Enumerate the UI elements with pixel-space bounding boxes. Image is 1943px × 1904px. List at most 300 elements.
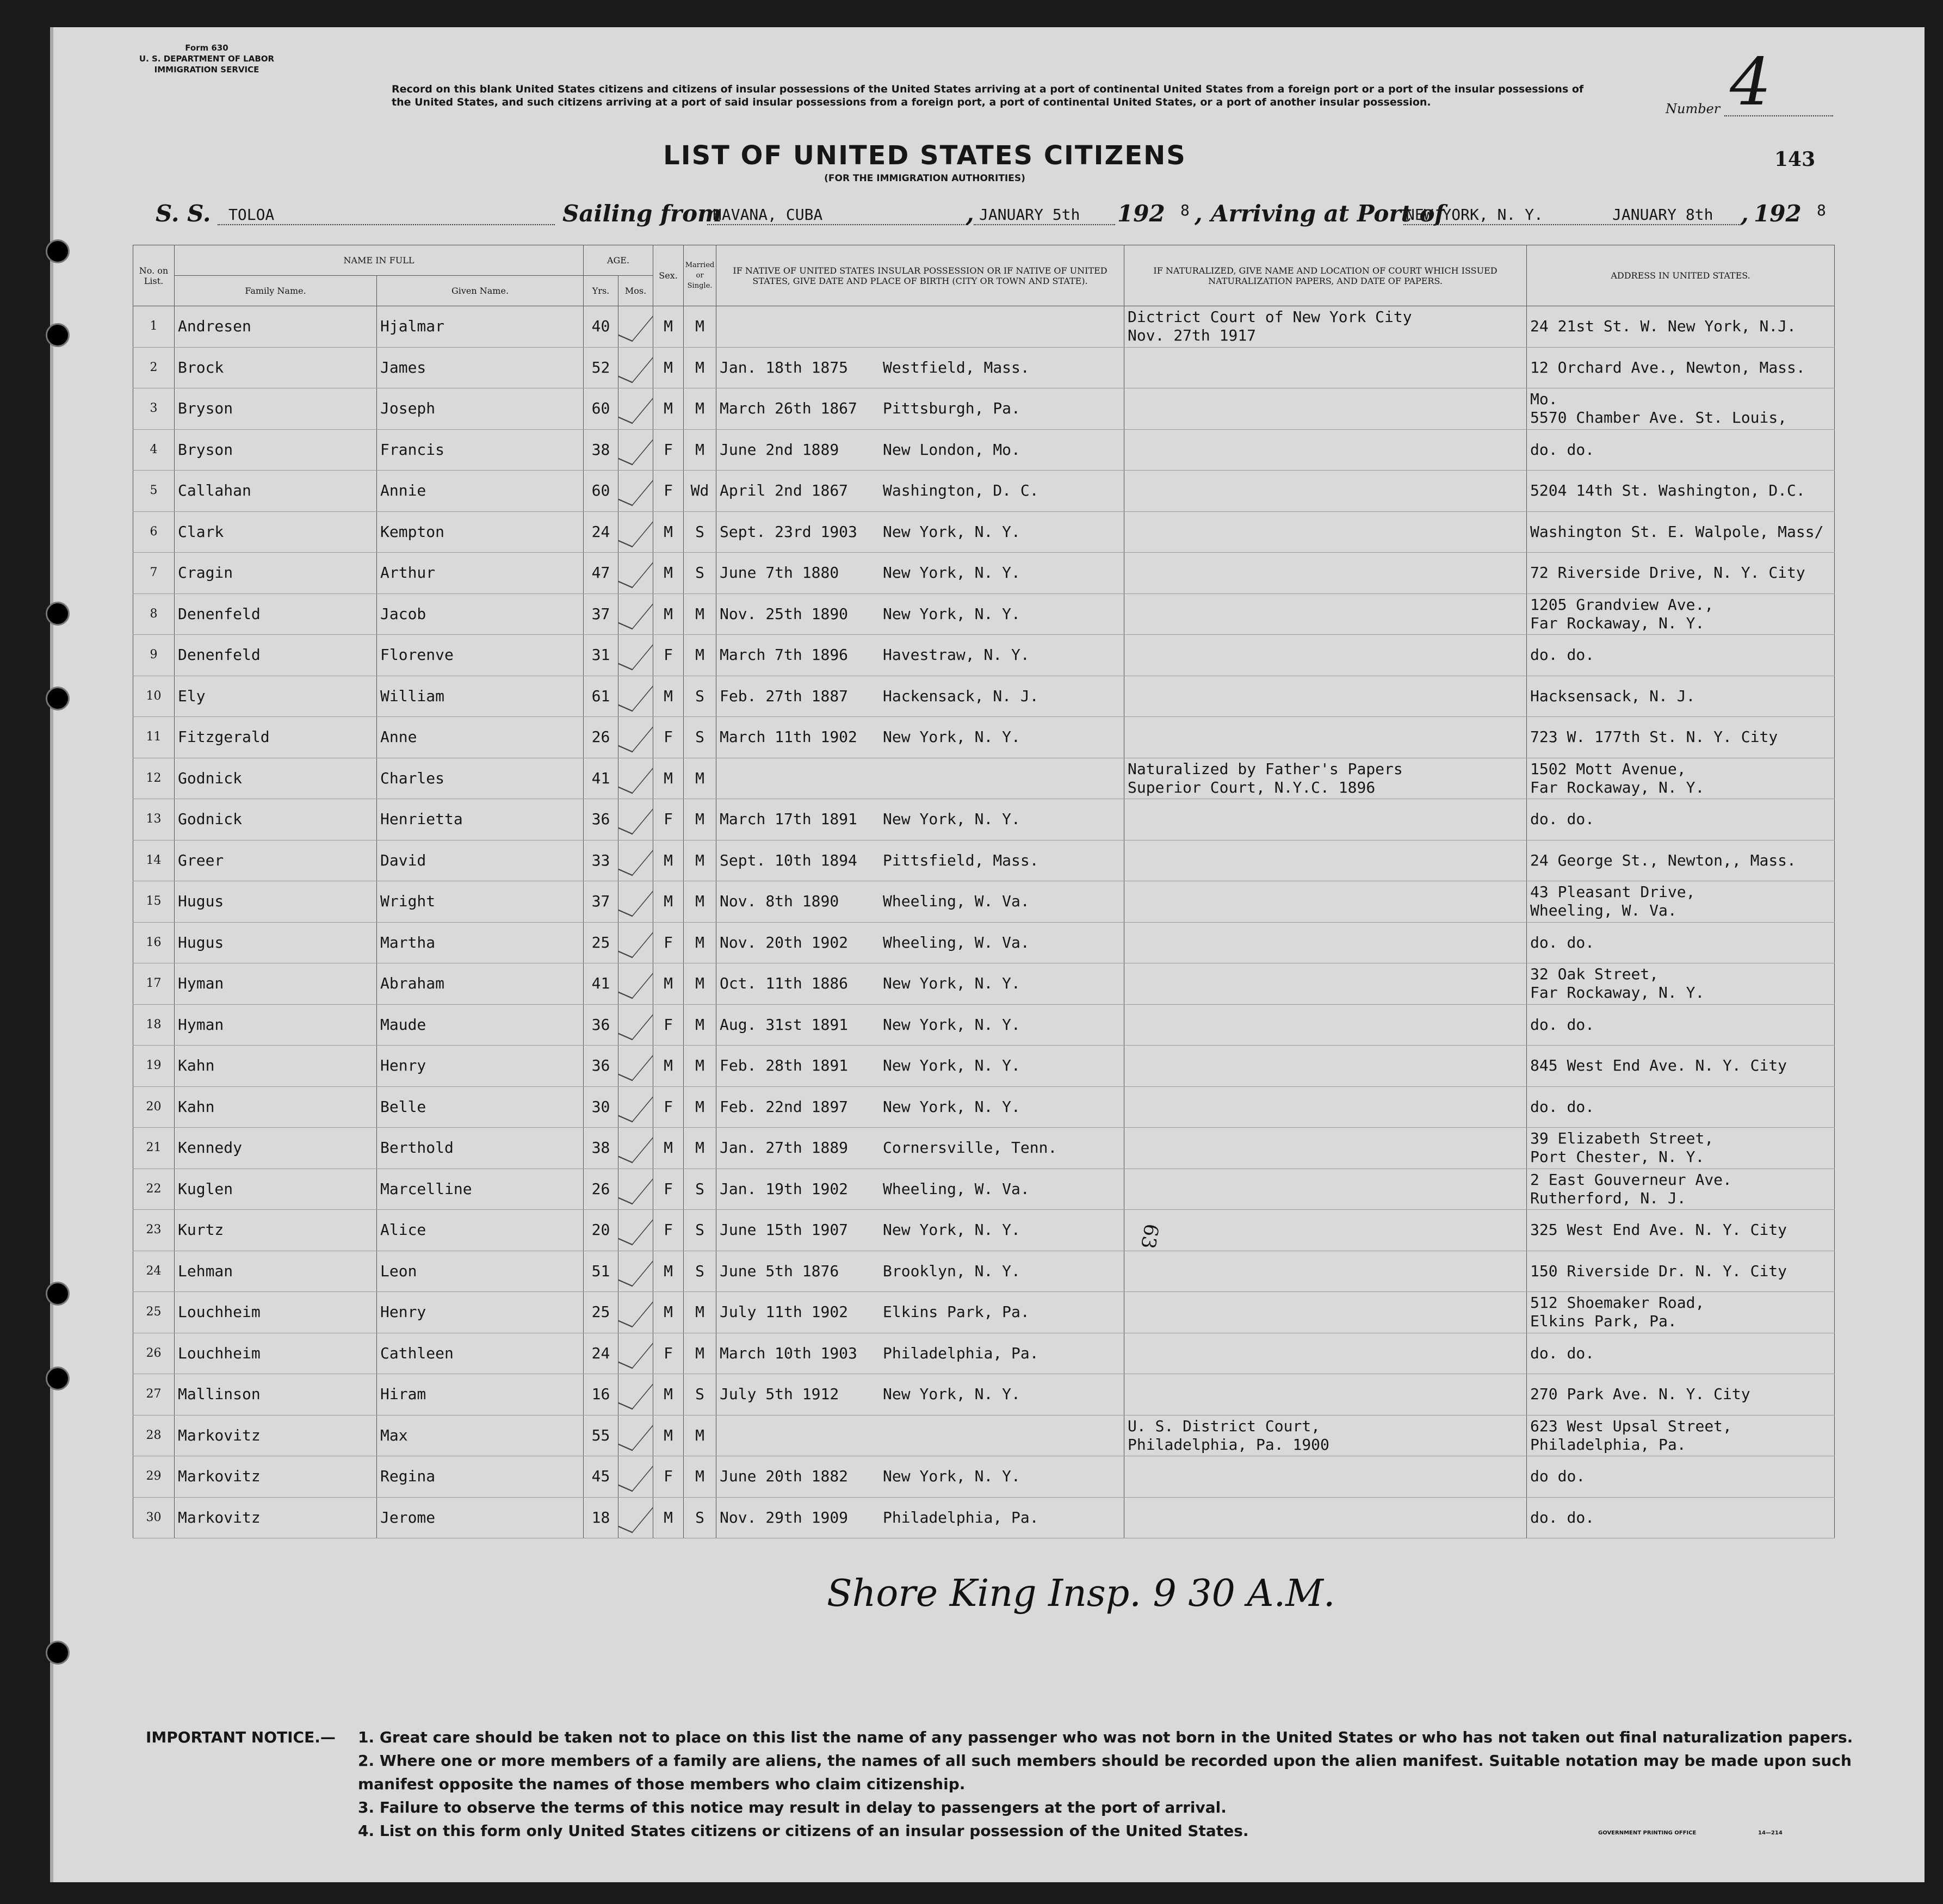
address-line: Philadelphia, Pa. xyxy=(1530,1435,1686,1454)
birth-place: Philadelphia, Pa. xyxy=(883,1344,1039,1362)
marital-status: M xyxy=(684,388,716,430)
sex: F xyxy=(653,635,684,676)
naturalization-info xyxy=(1124,1374,1527,1415)
family-name: Markovitz xyxy=(175,1497,377,1538)
naturalization-info xyxy=(1124,1004,1527,1046)
given-name: Joseph xyxy=(377,388,584,430)
address xyxy=(1527,1169,1835,1210)
family-name: Mallinson xyxy=(175,1374,377,1415)
birth-date: March 11th 1902 xyxy=(720,728,857,746)
row-number: 8 xyxy=(133,594,175,635)
birth-info xyxy=(716,1251,1124,1292)
age-years: 40 xyxy=(584,306,618,348)
row-number: 2 xyxy=(133,347,175,388)
birth-date: April 2nd 1867 xyxy=(720,481,849,500)
table-row xyxy=(133,1374,1835,1415)
family-name: Markovitz xyxy=(175,1456,377,1498)
family-name: Lehman xyxy=(175,1251,377,1292)
age-years: 20 xyxy=(584,1210,618,1251)
family-name: Fitzgerald xyxy=(175,717,377,758)
birth-date: Sept. 10th 1894 xyxy=(720,851,857,869)
family-name: Brock xyxy=(175,347,377,388)
birth-info xyxy=(716,1374,1124,1415)
sex: F xyxy=(653,717,684,758)
age-years: 16 xyxy=(584,1374,618,1415)
family-name: Godnick xyxy=(175,799,377,840)
sex: M xyxy=(653,1128,684,1169)
birth-info xyxy=(716,881,1124,923)
table-row xyxy=(133,553,1835,594)
age-months xyxy=(618,635,653,676)
row-number: 9 xyxy=(133,635,175,676)
ship-name: TOLOA xyxy=(228,206,275,224)
sex: F xyxy=(653,471,684,512)
marital-status: M xyxy=(684,594,716,635)
inspector-signature: Shore King Insp. 9 30 A.M. xyxy=(827,1572,1335,1615)
table-row xyxy=(133,1128,1835,1169)
printer-mark: GOVERNMENT PRINTING OFFICE xyxy=(1598,1830,1697,1836)
age-years: 38 xyxy=(584,1128,618,1169)
birth-date: Jan. 27th 1889 xyxy=(720,1139,849,1157)
age-years: 36 xyxy=(584,1046,618,1087)
age-months xyxy=(618,306,653,348)
naturalization-info xyxy=(1124,511,1527,553)
birth-place: New York, N. Y. xyxy=(883,1056,1020,1075)
sex: M xyxy=(653,347,684,388)
row-number: 5 xyxy=(133,471,175,512)
naturalization-info xyxy=(1124,1415,1527,1456)
birth-date: March 17th 1891 xyxy=(720,810,857,829)
sex: F xyxy=(653,1456,684,1498)
birth-date: March 10th 1903 xyxy=(720,1344,857,1362)
age-years: 36 xyxy=(584,1004,618,1046)
marital-status: M xyxy=(684,1086,716,1128)
col-mos: Mos. xyxy=(618,276,653,306)
given-name: Alice xyxy=(377,1210,584,1251)
row-number: 29 xyxy=(133,1456,175,1498)
age-months xyxy=(618,1128,653,1169)
address-line: Port Chester, N. Y. xyxy=(1530,1148,1705,1166)
sex: M xyxy=(653,963,684,1005)
sex: F xyxy=(653,922,684,963)
page-title: LIST OF UNITED STATES CITIZENS xyxy=(663,140,1186,171)
birth-place: New York, N. Y. xyxy=(883,1015,1020,1034)
table-row xyxy=(133,717,1835,758)
given-name: Maude xyxy=(377,1004,584,1046)
from-port: HAVANA, CUBA xyxy=(713,206,823,224)
page-subtitle: (FOR THE IMMIGRATION AUTHORITIES) xyxy=(824,173,1025,184)
given-name: Jerome xyxy=(377,1497,584,1538)
age-months xyxy=(618,553,653,594)
naturalization-info xyxy=(1124,471,1527,512)
sex: M xyxy=(653,1415,684,1456)
naturalization-info xyxy=(1124,676,1527,717)
age-years: 61 xyxy=(584,676,618,717)
birth-info xyxy=(716,676,1124,717)
family-name: Kennedy xyxy=(175,1128,377,1169)
table-row xyxy=(133,922,1835,963)
age-months xyxy=(618,1046,653,1087)
family-name: Denenfeld xyxy=(175,635,377,676)
table-row xyxy=(133,676,1835,717)
page-number: 143 xyxy=(1774,148,1816,171)
arrive-port-line xyxy=(1403,224,1741,225)
family-name: Godnick xyxy=(175,758,377,799)
address-line: 512 Shoemaker Road, xyxy=(1530,1294,1705,1312)
age-years: 25 xyxy=(584,1292,618,1333)
birth-info xyxy=(716,1497,1124,1538)
naturalization-info xyxy=(1124,306,1527,348)
age-years: 26 xyxy=(584,1169,618,1210)
sex: M xyxy=(653,594,684,635)
birth-place: New York, N. Y. xyxy=(883,1097,1020,1116)
address-line: 623 West Upsal Street, xyxy=(1530,1417,1732,1435)
family-name: Kuglen xyxy=(175,1169,377,1210)
given-name: Cathleen xyxy=(377,1333,584,1374)
family-name: Bryson xyxy=(175,388,377,430)
address xyxy=(1527,881,1835,923)
form-info xyxy=(71,42,343,75)
birth-info xyxy=(716,1128,1124,1169)
given-name: Hiram xyxy=(377,1374,584,1415)
marital-status: S xyxy=(684,1251,716,1292)
row-number: 20 xyxy=(133,1086,175,1128)
table-row xyxy=(133,758,1835,799)
address xyxy=(1527,1497,1835,1538)
address xyxy=(1527,635,1835,676)
family-name: Markovitz xyxy=(175,1415,377,1456)
col-no: No. on List. xyxy=(133,245,175,306)
given-name: Kempton xyxy=(377,511,584,553)
row-number: 11 xyxy=(133,717,175,758)
family-name: Denenfeld xyxy=(175,594,377,635)
address-line: 5204 14th St. Washington, D.C. xyxy=(1530,481,1805,500)
margin-mark: 63 xyxy=(1136,1222,1163,1251)
marital-status: M xyxy=(684,799,716,840)
birth-place: Westfield, Mass. xyxy=(883,358,1030,376)
sex: M xyxy=(653,1374,684,1415)
depart-year-prefix: 192 xyxy=(1117,200,1165,227)
age-years: 25 xyxy=(584,922,618,963)
birth-date: July 11th 1902 xyxy=(720,1303,849,1321)
row-number: 24 xyxy=(133,1251,175,1292)
address-line: 723 W. 177th St. N. Y. City xyxy=(1530,728,1778,746)
address xyxy=(1527,553,1835,594)
age-months xyxy=(618,1251,653,1292)
birth-date: July 5th 1912 xyxy=(720,1385,839,1404)
age-years: 52 xyxy=(584,347,618,388)
birth-place: Brooklyn, N. Y. xyxy=(883,1262,1020,1280)
marital-status: M xyxy=(684,347,716,388)
naturalization-line: Dictrict Court of New York City xyxy=(1128,308,1412,326)
sex: M xyxy=(653,840,684,881)
row-number: 3 xyxy=(133,388,175,430)
table-row xyxy=(133,429,1835,471)
birth-date: Feb. 27th 1887 xyxy=(720,687,849,705)
table-row xyxy=(133,1086,1835,1128)
given-name: Leon xyxy=(377,1251,584,1292)
birth-place: New York, N. Y. xyxy=(883,604,1020,623)
naturalization-info xyxy=(1124,717,1527,758)
address-line: 24 George St., Newton,, Mass. xyxy=(1530,851,1796,869)
row-number: 4 xyxy=(133,429,175,471)
table-row xyxy=(133,388,1835,430)
age-months xyxy=(618,1292,653,1333)
naturalization-info xyxy=(1124,1456,1527,1498)
given-name: David xyxy=(377,840,584,881)
intro-text: Record on this blank United States citizens and citizens of insular possessions of the United States arriving at a port of continental United States from a foreign port or a port of the insular possessions of the United States, and such citizens arriving at a port of said insular possessions from a foreign port, a port of continental United States, or a port of another insular possession. xyxy=(392,83,1584,108)
birth-info xyxy=(716,1415,1124,1456)
birth-date: Sept. 23rd 1903 xyxy=(720,522,857,541)
birth-place: Wheeling, W. Va. xyxy=(883,1179,1030,1198)
number-line xyxy=(1724,115,1833,116)
age-months xyxy=(618,758,653,799)
marital-status: M xyxy=(684,1004,716,1046)
age-months xyxy=(618,388,653,430)
address xyxy=(1527,676,1835,717)
age-years: 60 xyxy=(584,471,618,512)
row-number: 26 xyxy=(133,1333,175,1374)
birth-date: Feb. 28th 1891 xyxy=(720,1056,849,1075)
address-line: 1502 Mott Avenue, xyxy=(1530,759,1686,778)
birth-info xyxy=(716,717,1124,758)
birth-info xyxy=(716,1046,1124,1087)
family-name: Ely xyxy=(175,676,377,717)
punch-hole xyxy=(46,323,70,347)
birth-place: Washington, D. C. xyxy=(883,481,1039,500)
table-row xyxy=(133,881,1835,923)
address xyxy=(1527,306,1835,348)
naturalization-info xyxy=(1124,1128,1527,1169)
family-name: Hugus xyxy=(175,881,377,923)
address xyxy=(1527,922,1835,963)
family-name: Kahn xyxy=(175,1086,377,1128)
address xyxy=(1527,388,1835,430)
marital-status: M xyxy=(684,881,716,923)
col-birth: IF NATIVE OF UNITED STATES INSULAR POSSESSION OR IF NATIVE OF UNITED STATES, GIVE DATE AND PLACE OF BIRTH (CITY OR TOWN AND STATE). xyxy=(716,245,1124,306)
given-name: Henrietta xyxy=(377,799,584,840)
row-number: 28 xyxy=(133,1415,175,1456)
age-years: 24 xyxy=(584,511,618,553)
birth-place: Cornersville, Tenn. xyxy=(883,1139,1057,1157)
naturalization-info xyxy=(1124,635,1527,676)
sex: M xyxy=(653,881,684,923)
birth-place: Havestraw, N. Y. xyxy=(883,646,1030,664)
birth-place: Elkins Park, Pa. xyxy=(883,1303,1030,1321)
row-number: 25 xyxy=(133,1292,175,1333)
address xyxy=(1527,799,1835,840)
address xyxy=(1527,1004,1835,1046)
marital-status: M xyxy=(684,1333,716,1374)
address-line: Hacksensack, N. J. xyxy=(1530,687,1696,705)
given-name: Berthold xyxy=(377,1128,584,1169)
age-months xyxy=(618,1374,653,1415)
list-number: 4 xyxy=(1730,45,1772,120)
naturalization-info xyxy=(1124,758,1527,799)
address-line: do. do. xyxy=(1530,1344,1595,1362)
row-number: 22 xyxy=(133,1169,175,1210)
birth-info xyxy=(716,1210,1124,1251)
address-line: Rutherford, N. J. xyxy=(1530,1189,1686,1207)
depart-date: JANUARY 5th xyxy=(979,206,1080,224)
notice-item: 3. Failure to observe the terms of this notice may result in delay to passengers at the port of arrival. xyxy=(358,1798,1227,1816)
family-name: Callahan xyxy=(175,471,377,512)
given-name: Wright xyxy=(377,881,584,923)
given-name: James xyxy=(377,347,584,388)
birth-place: Wheeling, W. Va. xyxy=(883,892,1030,911)
age-years: 24 xyxy=(584,1333,618,1374)
punch-hole xyxy=(46,1367,70,1390)
marital-status: M xyxy=(684,306,716,348)
address xyxy=(1527,1251,1835,1292)
birth-info xyxy=(716,1456,1124,1498)
naturalization-line: Naturalized by Father's Papers xyxy=(1128,759,1403,778)
birth-info xyxy=(716,471,1124,512)
table-row xyxy=(133,1046,1835,1087)
age-months xyxy=(618,963,653,1005)
sex: M xyxy=(653,676,684,717)
given-name: Henry xyxy=(377,1046,584,1087)
birth-info xyxy=(716,758,1124,799)
address-line: 1205 Grandview Ave., xyxy=(1530,595,1714,614)
row-number: 16 xyxy=(133,922,175,963)
age-years: 33 xyxy=(584,840,618,881)
given-name: Marcelline xyxy=(377,1169,584,1210)
given-name: Henry xyxy=(377,1292,584,1333)
marital-status: M xyxy=(684,963,716,1005)
important-notice xyxy=(146,1726,1859,1843)
birth-info xyxy=(716,1333,1124,1374)
naturalization-info xyxy=(1124,1086,1527,1128)
table-row xyxy=(133,1497,1835,1538)
family-name: Kurtz xyxy=(175,1210,377,1251)
family-name: Hyman xyxy=(175,1004,377,1046)
birth-info xyxy=(716,1169,1124,1210)
birth-info xyxy=(716,388,1124,430)
age-years: 51 xyxy=(584,1251,618,1292)
given-name: Francis xyxy=(377,429,584,471)
age-months xyxy=(618,881,653,923)
age-months xyxy=(618,1415,653,1456)
marital-status: M xyxy=(684,1128,716,1169)
given-name: Anne xyxy=(377,717,584,758)
col-naturalized: IF NATURALIZED, GIVE NAME AND LOCATION OF COURT WHICH ISSUED NATURALIZATION PAPERS, AND DATE OF PAPERS. xyxy=(1124,245,1527,306)
family-name: Clark xyxy=(175,511,377,553)
marital-status: M xyxy=(684,840,716,881)
naturalization-info xyxy=(1124,347,1527,388)
punch-hole xyxy=(46,687,70,710)
naturalization-line: Superior Court, N.Y.C. 1896 xyxy=(1128,778,1376,796)
sex: F xyxy=(653,429,684,471)
col-yrs: Yrs. xyxy=(584,276,618,306)
marital-status: S xyxy=(684,1497,716,1538)
birth-info xyxy=(716,347,1124,388)
age-months xyxy=(618,922,653,963)
address-line: do. do. xyxy=(1530,810,1595,829)
birth-place: New York, N. Y. xyxy=(883,522,1020,541)
family-name: Louchheim xyxy=(175,1333,377,1374)
given-name: Martha xyxy=(377,922,584,963)
birth-info xyxy=(716,635,1124,676)
given-name: Regina xyxy=(377,1456,584,1498)
row-number: 23 xyxy=(133,1210,175,1251)
birth-info xyxy=(716,1086,1124,1128)
naturalization-info xyxy=(1124,799,1527,840)
department-name: U. S. DEPARTMENT OF LABOR xyxy=(139,54,275,64)
address xyxy=(1527,1046,1835,1087)
marital-status: S xyxy=(684,1169,716,1210)
age-years: 36 xyxy=(584,799,618,840)
age-months xyxy=(618,1210,653,1251)
age-months xyxy=(618,471,653,512)
given-name: Charles xyxy=(377,758,584,799)
naturalization-line: Nov. 27th 1917 xyxy=(1128,326,1257,345)
family-name: Bryson xyxy=(175,429,377,471)
table-row xyxy=(133,1169,1835,1210)
punch-hole xyxy=(46,1641,70,1665)
arrive-port: NEW YORK, N. Y. xyxy=(1406,206,1543,224)
marital-status: M xyxy=(684,429,716,471)
number-label: Number xyxy=(1666,101,1721,116)
birth-date: Jan. 19th 1902 xyxy=(720,1179,849,1198)
marital-status: M xyxy=(684,758,716,799)
birth-place: New London, Mo. xyxy=(883,440,1020,459)
row-number: 19 xyxy=(133,1046,175,1087)
address-line: Washington St. E. Walpole, Mass/ xyxy=(1530,522,1824,541)
address-line: do. do. xyxy=(1530,440,1595,459)
marital-status: M xyxy=(684,1456,716,1498)
birth-date: June 5th 1876 xyxy=(720,1262,839,1280)
table-row xyxy=(133,511,1835,553)
sex: M xyxy=(653,1292,684,1333)
table-row xyxy=(133,1333,1835,1374)
birth-date: Nov. 25th 1890 xyxy=(720,604,849,623)
naturalization-line: U. S. District Court, xyxy=(1128,1417,1321,1435)
naturalization-info xyxy=(1124,963,1527,1005)
col-sex: Sex. xyxy=(653,245,684,306)
birth-date: Nov. 20th 1902 xyxy=(720,933,849,951)
marital-status: M xyxy=(684,1046,716,1087)
marital-status: M xyxy=(684,922,716,963)
family-name: Hyman xyxy=(175,963,377,1005)
family-name: Louchheim xyxy=(175,1292,377,1333)
row-number: 18 xyxy=(133,1004,175,1046)
arrive-date: JANUARY 8th xyxy=(1612,206,1713,224)
address xyxy=(1527,347,1835,388)
address xyxy=(1527,717,1835,758)
age-months xyxy=(618,1086,653,1128)
from-port-line xyxy=(707,224,968,225)
age-years: 26 xyxy=(584,717,618,758)
age-years: 60 xyxy=(584,388,618,430)
col-name-in-full: NAME IN FULL xyxy=(175,245,584,276)
address-line: do. do. xyxy=(1530,1015,1595,1034)
row-number: 1 xyxy=(133,306,175,348)
table-row xyxy=(133,963,1835,1005)
sex: F xyxy=(653,1004,684,1046)
address-line: 24 21st St. W. New York, N.J. xyxy=(1530,317,1796,336)
sex: F xyxy=(653,799,684,840)
age-months xyxy=(618,1169,653,1210)
col-address: ADDRESS IN UNITED STATES. xyxy=(1527,245,1835,306)
naturalization-info xyxy=(1124,388,1527,430)
age-years: 41 xyxy=(584,758,618,799)
age-years: 45 xyxy=(584,1456,618,1498)
address-line: 5570 Chamber Ave. St. Louis, xyxy=(1530,409,1787,427)
form-code: 14—214 xyxy=(1758,1830,1783,1836)
birth-place: New York, N. Y. xyxy=(883,974,1020,993)
form-number: Form 630 xyxy=(185,43,228,53)
